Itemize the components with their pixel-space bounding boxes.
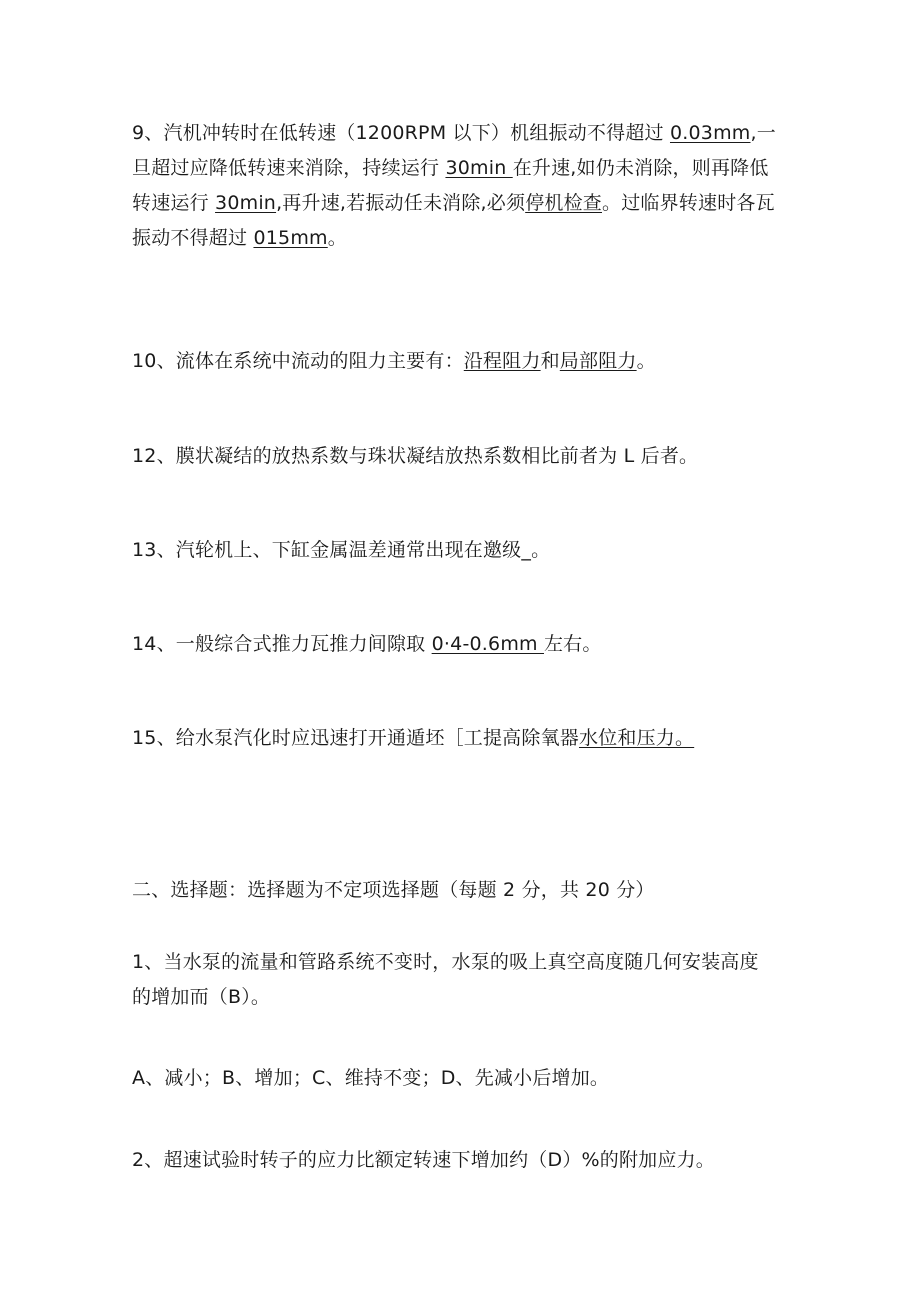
choice-question-1-options: A、减小；B、增加；C、维持不变；D、先减小后增加。 bbox=[132, 1067, 610, 1089]
answer-blank: 停机检查 bbox=[525, 192, 602, 214]
question-15: 15、给水泵汽化时应迅速打开通遁坯［工提高除氧器水位和压力。 bbox=[132, 727, 695, 749]
choice-question-1-line-1: 1、当水泵的流量和管路系统不变时，水泵的吸上真空高度随几何安装高度 bbox=[132, 951, 759, 973]
question-9 bbox=[132, 116, 802, 256]
question-9-line-4: 振动不得超过 015mm。 bbox=[132, 227, 347, 249]
question-10: 10、流体在系统中流动的阻力主要有：沿程阻力和局部阻力。 bbox=[132, 350, 656, 372]
answer-blank: 水位和压力。 bbox=[578, 727, 695, 749]
answer-blank: 015mm bbox=[253, 227, 328, 249]
answer-blank: 沿程阻力 bbox=[463, 350, 541, 372]
answer-blank: 30min bbox=[215, 192, 277, 214]
question-9-line-2: 旦超过应降低转速来消除，持续运行 30min 在升速,如仍未消除，则再降低 bbox=[132, 157, 769, 179]
question-14: 14、一般综合式推力瓦推力间隙取 0·4-0.6mm 左右。 bbox=[132, 633, 602, 655]
choice-question-1 bbox=[132, 945, 802, 1015]
question-9-line-3: 转速运行 30min,再升速,若振动任未消除,必须停机检查。过临界转速时各瓦 bbox=[132, 192, 775, 214]
answer-blank: 30min bbox=[445, 157, 513, 179]
answer-blank: 0.03mm bbox=[669, 122, 751, 144]
section-2-heading: 二、选择题：选择题为不定项选择题（每题 2 分，共 20 分） bbox=[132, 879, 655, 901]
choice-question-2: 2、超速试验时转子的应力比额定转速下增加约（D）%的附加应力。 bbox=[132, 1149, 715, 1171]
question-13: 13、汽轮机上、下缸金属温差通常出现在邀级_。 bbox=[132, 539, 551, 561]
answer-blank: 局部阻力 bbox=[559, 350, 637, 372]
answer-blank: 0·4-0.6mm bbox=[431, 633, 544, 655]
question-12: 12、膜状凝结的放热系数与珠状凝结放热系数相比前者为 L 后者。 bbox=[132, 445, 699, 467]
choice-question-1-line-2: 的增加而（B）。 bbox=[132, 986, 271, 1008]
question-9-line-1: 9、汽机冲转时在低转速（1200RPM 以下）机组振动不得超过 0.03mm,一 bbox=[132, 122, 776, 144]
